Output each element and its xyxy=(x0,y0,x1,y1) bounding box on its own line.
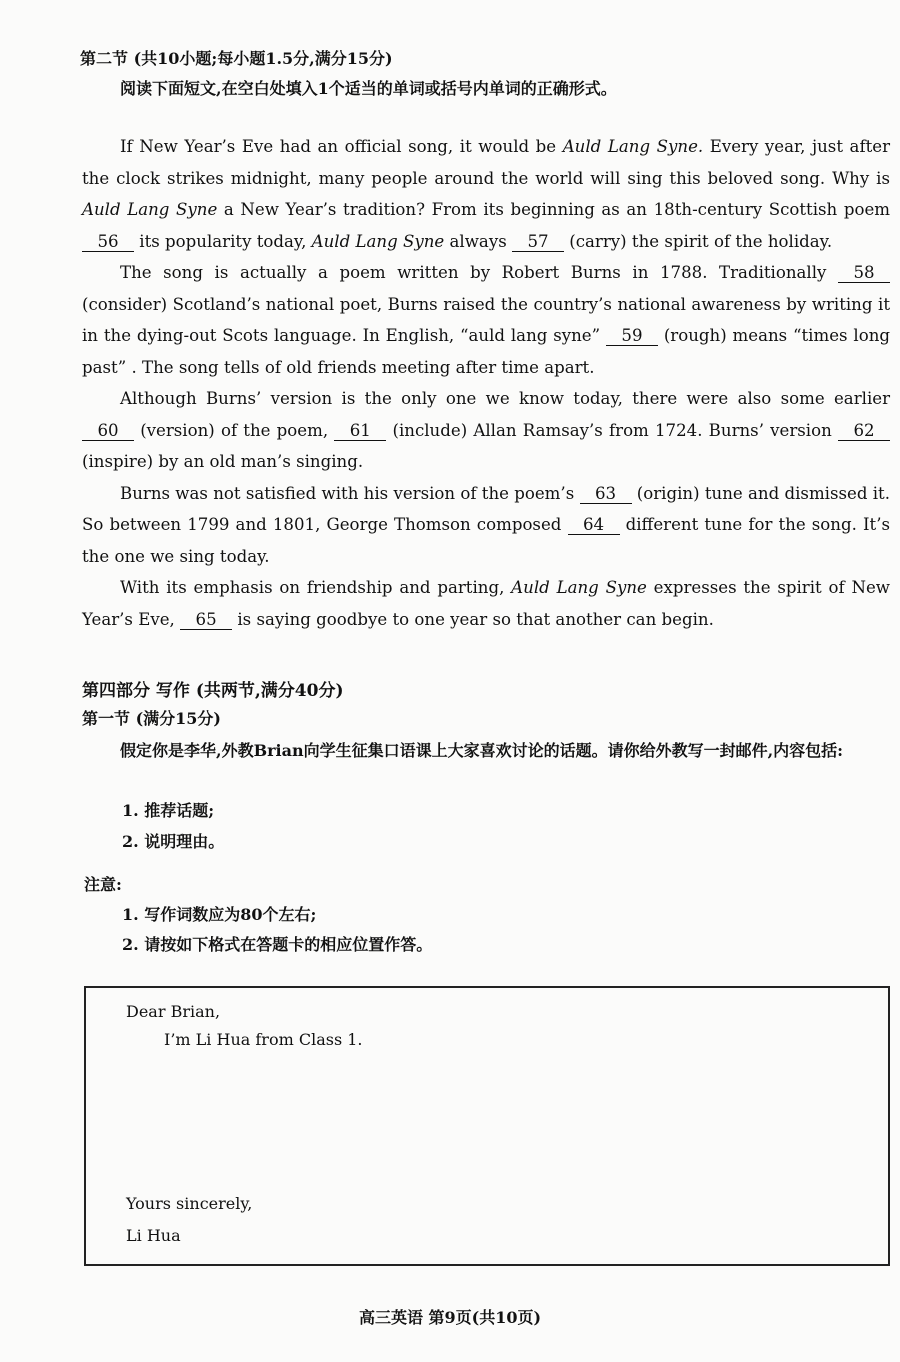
letter-closing: Yours sincerely, xyxy=(126,1194,253,1213)
blank-65: 65 xyxy=(180,611,232,630)
passage-paragraph-3: Although Burns’ version is the only one we know today, there were also some earlier 60 (version) of the poem, 61 (include) Allan Ramsay’s from 1724. Burns’ version 62 (inspire) by an old man’s singing. xyxy=(82,389,890,471)
letter-opening: I’m Li Hua from Class 1. xyxy=(164,1030,363,1049)
writing-item-2: 2. 说明理由。 xyxy=(122,832,225,851)
blank-61: 61 xyxy=(334,422,386,441)
letter-signature: Li Hua xyxy=(126,1226,181,1245)
blank-57: 57 xyxy=(512,233,564,252)
writing-section1-heading: 第一节 (满分15分) xyxy=(82,709,221,728)
passage-paragraph-4: Burns was not satisfied with his version of the poem’s 63 (origin) tune and dismissed it. So between 1799 and 1801, George Thomson composed 64 different tune for the song. It’s the one we sing today. xyxy=(82,483,890,566)
section2-heading: 第二节 (共10小题;每小题1.5分,满分15分) xyxy=(80,49,393,68)
section2-instruction: 阅读下面短文,在空白处填入1个适当的单词或括号内单词的正确形式。 xyxy=(120,79,617,98)
passage-paragraph-5: With its emphasis on friendship and parting, Auld Lang Syne expresses the spirit of New Year’s Eve, 65 is saying goodbye to one year so that another can begin. xyxy=(82,578,891,629)
writing-prompt: 假定你是李华,外教Brian向学生征集口语课上大家喜欢讨论的话题。请你给外教写一封邮件,内容包括: xyxy=(120,741,844,760)
writing-item-1: 1. 推荐话题; xyxy=(122,801,215,820)
blank-62: 62 xyxy=(838,422,890,441)
letter-salutation: Dear Brian, xyxy=(126,1002,221,1021)
blank-59: 59 xyxy=(606,327,658,346)
blank-64: 64 xyxy=(568,516,620,535)
cloze-passage xyxy=(82,131,890,635)
notes-label: 注意: xyxy=(84,875,122,894)
page-footer: 高三英语 第9页(共10页) xyxy=(358,1308,542,1327)
letter-format-box xyxy=(84,986,890,1266)
passage-paragraph-1: If New Year’s Eve had an official song, it would be Auld Lang Syne. Every year, just after the clock strikes midnight, many people around the world will sing this beloved song. Why is Auld Lang Syne a New Year’s tradition? From its beginning as an 18th-century Scottish poem 56 its popularity today, Auld Lang Syne always 57 (carry) the spirit of the holiday. xyxy=(82,137,891,251)
blank-56: 56 xyxy=(82,233,134,252)
blank-58: 58 xyxy=(838,264,890,283)
writing-part-heading: 第四部分 写作 (共两节,满分40分) xyxy=(82,681,344,701)
blank-60: 60 xyxy=(82,422,134,441)
blank-63: 63 xyxy=(580,485,632,504)
note-2: 2. 请按如下格式在答题卡的相应位置作答。 xyxy=(122,935,433,954)
note-1: 1. 写作词数应为80个左右; xyxy=(122,905,317,924)
passage-paragraph-2: The song is actually a poem written by Robert Burns in 1788. Traditionally 58 (consider) Scotland’s national poet, Burns raised the country’s national awareness by writing it in the dying-out Scots language. In English, “auld lang syne” 59 (rough) means “times long past” . The song tells of old friends meeting after time apart. xyxy=(82,263,890,377)
